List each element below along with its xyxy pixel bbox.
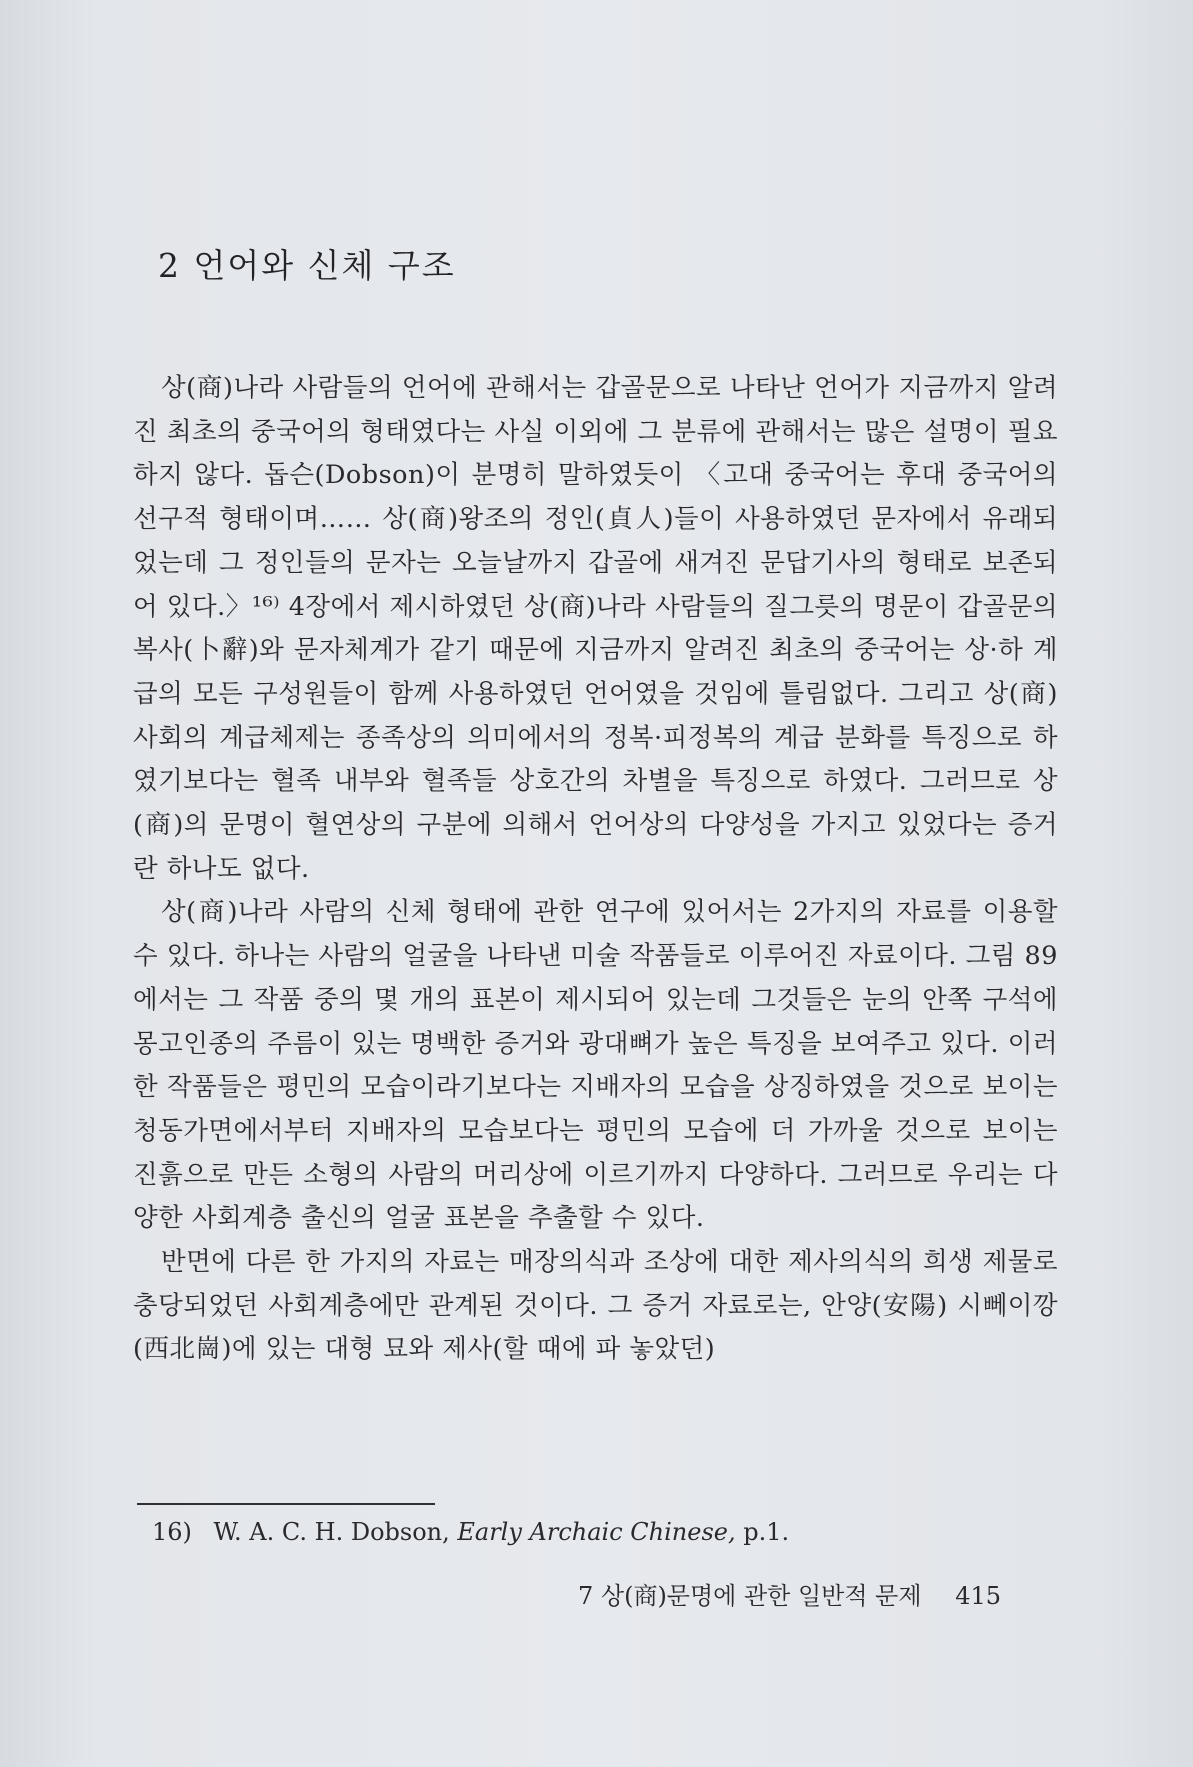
paragraph-language: 상(商)나라 사람들의 언어에 관해서는 갑골문으로 나타난 언어가 지금까지 알려진 최초의 중국어의 형태였다는 사실 이외에 그 분류에 관해서는 많은 설명이 필요하지 않다. 돕슨(Dobson)이 분명히 말하였듯이 〈고대 중국어는 후대 중국어의 선구적 형태이며…… 상(商)왕조의 정인(貞人)들이 사용하였던 문자에서 유래되었는데 그 정인들의 문자는 오늘날까지 갑골에 새겨진 문답기사의 형태로 보존되어 있다.〉¹⁶⁾ 4장에서 제시하였던 상(商)나라 사람들의 질그릇의 명문이 갑골문의 복사(卜辭)와 문자체계가 같기 때문에 지금까지 알려진 최초의 중국어는 상·하 계급의 모든 구성원들이 함께 사용하였던 언어였을 것임에 틀림없다. 그리고 상(商)사회의 계급체제는 종족상의 의미에서의 정복·피정복의 계급 분화를 특징으로 하였기보다는 혈족 내부와 혈족들 상호간의 차별을 특징으로 하였다. 그러므로 상(商)의 문명이 혈연상의 구분에 의해서 언어상의 다양성을 가지고 있었다는 증거란 하나도 없다. bbox=[133, 373, 1058, 884]
footnote-number: 16) bbox=[152, 1518, 192, 1546]
body-text bbox=[133, 367, 1058, 1372]
paragraph-sacrificial-evidence: 반면에 다른 한 가지의 자료는 매장의식과 조상에 대한 제사의식의 희생 제물로 충당되었던 사회계층에만 관계된 것이다. 그 증거 자료로는, 안양(安陽) 시뻬이깡(西北崗)에 있는 대형 묘와 제사(할 때에 파 놓았던) bbox=[133, 1247, 1058, 1365]
footnote-author: W. A. C. H. Dobson, bbox=[213, 1518, 450, 1546]
footnote-book-title: Early Archaic Chinese, bbox=[457, 1518, 736, 1546]
footnote-divider bbox=[137, 1503, 435, 1505]
paragraph-physical-form: 상(商)나라 사람의 신체 형태에 관한 연구에 있어서는 2가지의 자료를 이용할 수 있다. 하나는 사람의 얼굴을 나타낸 미술 작품들로 이루어진 자료이다. 그림 89에서는 그 작품 중의 몇 개의 표본이 제시되어 있는데 그것들은 눈의 안쪽 구석에 몽고인종의 주름이 있는 명백한 증거와 광대뼈가 높은 특징을 보여주고 있다. 이러한 작품들은 평민의 모습이라기보다는 지배자의 모습을 상징하였을 것으로 보이는 청동가면에서부터 지배자의 모습보다는 평민의 모습에 더 가까울 것으로 보이는 진흙으로 만든 소형의 사람의 머리상에 이르기까지 다양하다. 그러므로 우리는 다양한 사회계층 출신의 얼굴 표본을 추출할 수 있다. bbox=[133, 897, 1058, 1234]
footnote bbox=[152, 1514, 789, 1550]
chapter-title: 7 상(商)문명에 관한 일반적 문제 bbox=[578, 1582, 922, 1610]
footnote-page: p.1. bbox=[743, 1518, 790, 1546]
running-footer bbox=[578, 1578, 1001, 1614]
page-number: 415 bbox=[955, 1582, 1001, 1610]
section-title: 2 언어와 신체 구조 bbox=[158, 246, 456, 285]
